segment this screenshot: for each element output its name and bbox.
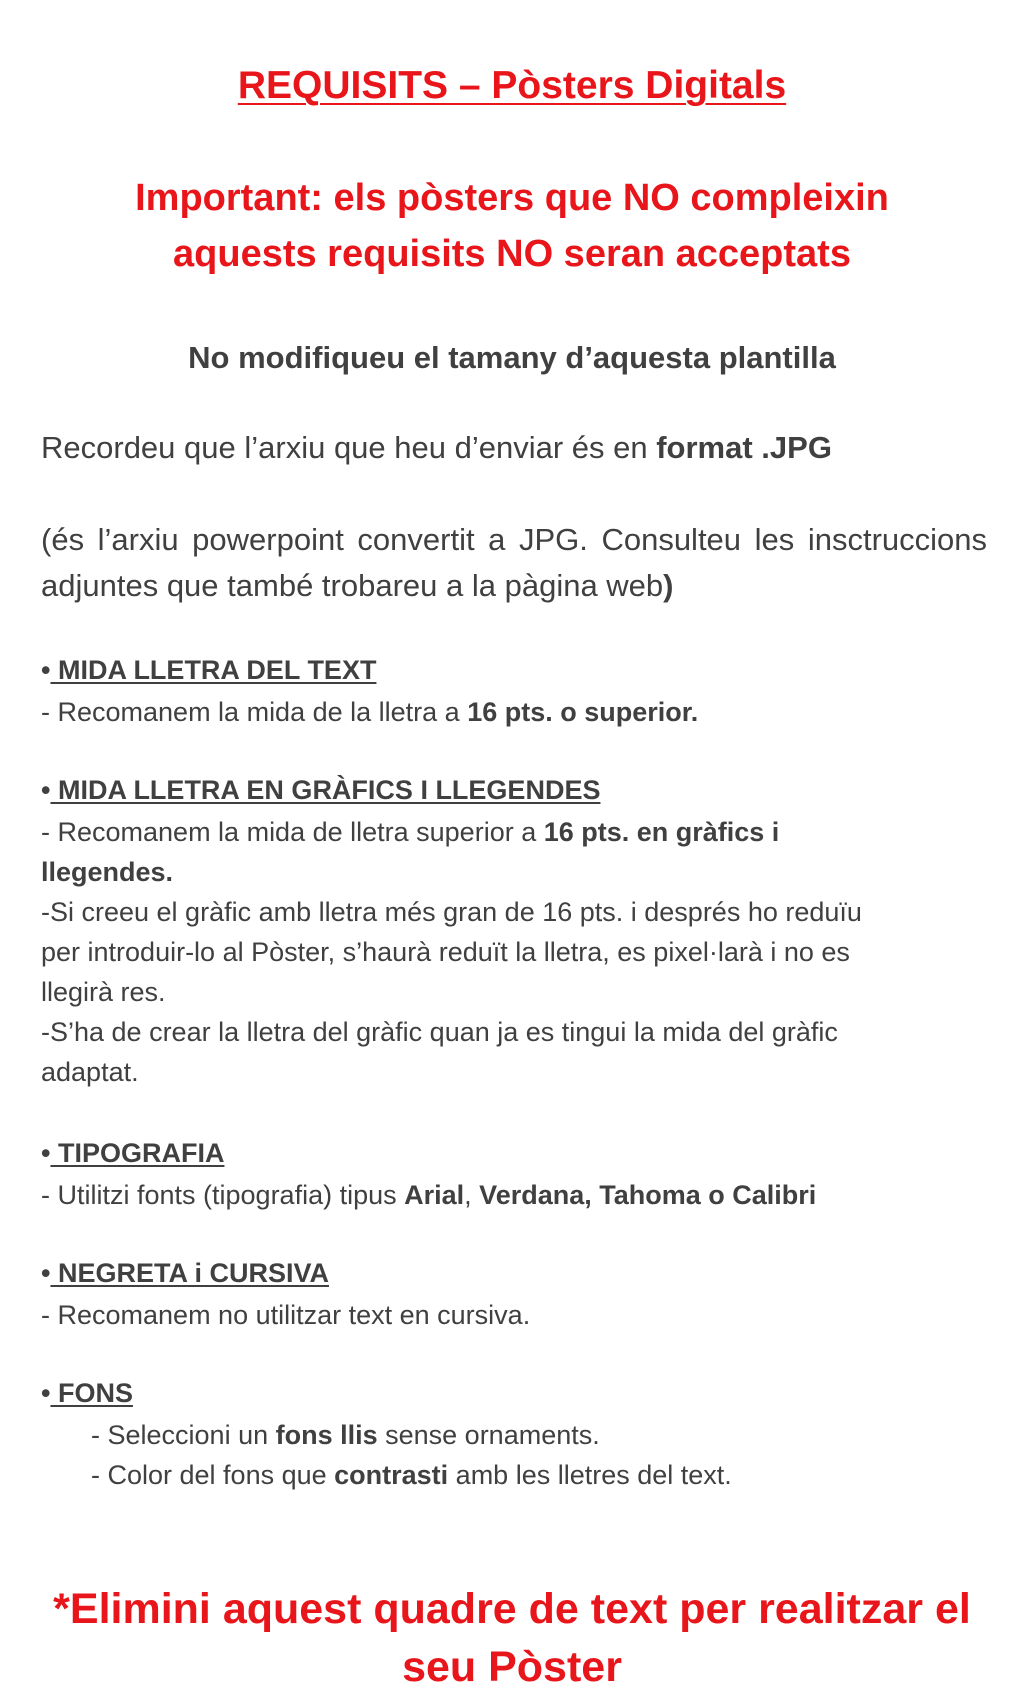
body-line: adaptat.: [41, 1057, 139, 1087]
body-line: [41, 812, 971, 852]
no-modify-note: No modifiqueu el tamany d’aquesta plantilla: [188, 340, 836, 375]
body-line: [91, 1415, 1021, 1455]
final-instruction: [0, 1580, 1024, 1696]
body-text: - Utilitzi fonts (tipografia) tipus: [41, 1180, 405, 1210]
section-body-bold-italic: - Recomanem no utilitzar text en cursiva.: [41, 1300, 531, 1330]
body-bold: contrasti: [334, 1460, 449, 1490]
body-text: - Recomanem la mida de la lletra a: [41, 697, 468, 727]
body-line: llegirà res.: [41, 977, 166, 1007]
page-title: REQUISITS – Pòsters Digitals: [237, 64, 787, 107]
section-heading-label: MIDA LLETRA EN GRÀFICS I LLEGENDES: [50, 775, 601, 805]
section-heading-bold-italic: [41, 1258, 329, 1289]
body-bold: 16 pts. en gràfics i: [543, 817, 780, 847]
body-line: per introduir-lo al Pòster, s’haurà reduït la lletra, es pixel·larà i no es: [41, 937, 850, 967]
body-line: [91, 1455, 1021, 1495]
body-text: - Recomanem la mida de lletra superior a: [41, 817, 544, 847]
format-note: [41, 425, 987, 471]
body-line: -Si creeu el gràfic amb lletra més gran de 16 pts. i després ho reduïu: [41, 897, 862, 927]
body-bold: 16 pts. o superior.: [467, 697, 699, 727]
final-line-2: seu Pòster: [402, 1643, 622, 1691]
body-bold: llegendes.: [41, 857, 174, 887]
body-text: amb les lletres del text.: [448, 1460, 732, 1490]
body-text: - Color del fons que: [91, 1460, 335, 1490]
section-heading-label: TIPOGRAFIA: [50, 1138, 225, 1168]
section-body-background: [91, 1415, 1021, 1495]
body-text: sense ornaments.: [377, 1420, 600, 1450]
format-note-bold: format .JPG: [656, 430, 832, 465]
section-heading-label: FONS: [50, 1378, 133, 1408]
section-heading-typography: [41, 1138, 224, 1169]
section-heading-text-size: [41, 655, 376, 686]
important-warning: [0, 170, 1024, 282]
section-heading-label: NEGRETA i CURSIVA: [50, 1258, 329, 1288]
bullet-icon: •: [41, 775, 51, 805]
section-body-graphics-size: [41, 812, 971, 1092]
format-note-text: Recordeu que l’arxiu que heu d’enviar és en: [41, 430, 657, 465]
body-bold: fons llis: [275, 1420, 378, 1450]
body-text: - Seleccioni un: [91, 1420, 276, 1450]
body-bold: Verdana, Tahoma o Calibri: [479, 1180, 817, 1210]
body-bold: Arial: [404, 1180, 465, 1210]
section-heading-graphics-size: [41, 775, 600, 806]
bullet-icon: •: [41, 1138, 51, 1168]
bullet-icon: •: [41, 1378, 51, 1408]
body-line: -S’ha de crear la lletra del gràfic quan ja es tingui la mida del gràfic: [41, 1017, 838, 1047]
important-line-1: Important: els pòsters que NO compleixin: [135, 177, 889, 219]
section-body-typography: [41, 1175, 971, 1215]
final-line-1: *Elimini aquest quadre de text per realitzar el: [53, 1585, 971, 1633]
section-heading-background: [41, 1378, 133, 1409]
conversion-note: [41, 517, 987, 609]
bullet-icon: •: [41, 655, 51, 685]
important-line-2: aquests requisits NO seran acceptats: [173, 233, 851, 275]
bullet-icon: •: [41, 1258, 51, 1288]
conversion-note-close: ): [663, 568, 674, 603]
body-line: [41, 852, 971, 892]
section-heading-label: MIDA LLETRA DEL TEXT: [50, 655, 377, 685]
section-body-text-size: [41, 692, 971, 732]
conversion-note-text: (és l’arxiu powerpoint convertit a JPG. Consulteu les insctruccions adjuntes que també trobareu a la pàgina web: [41, 522, 987, 603]
body-text: ,: [464, 1180, 480, 1210]
